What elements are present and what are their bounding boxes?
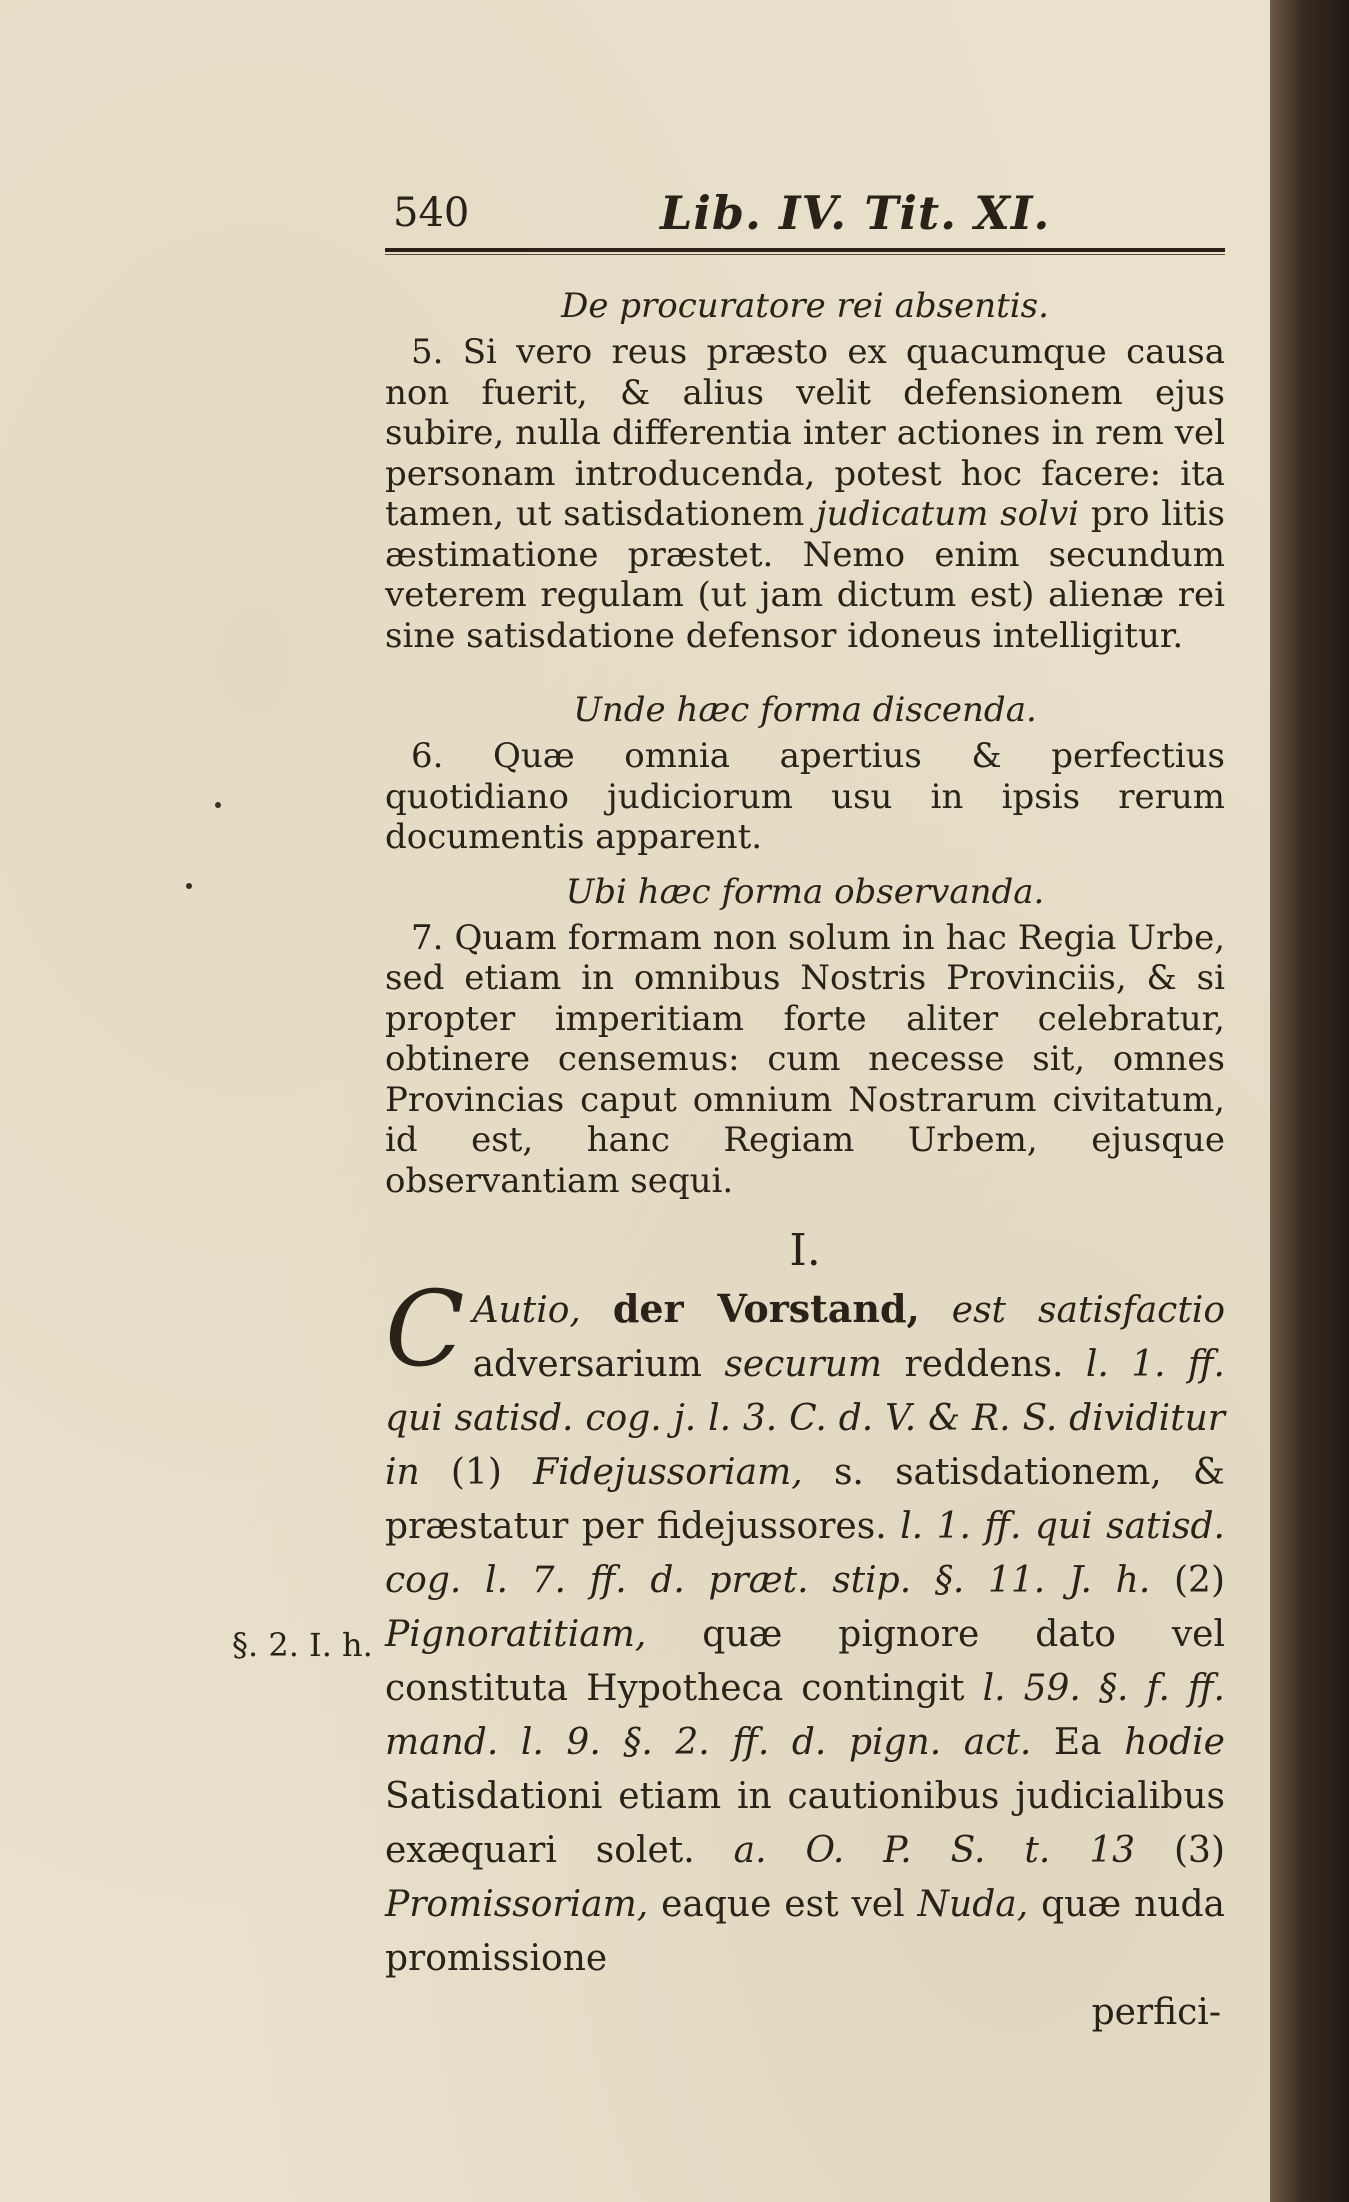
citation: l. 1. ff. qui satisd. cog. j. l. 3. C. d. V. & R. S. dividitur in [385,1344,1225,1493]
page-content [385,180,1225,2033]
paragraph-number: 6. [411,736,444,776]
commentary-text: Satisdationi etiam in cautionibus judicialibus exæquari solet. [385,1776,1225,1871]
running-title: Lib. IV. Tit. XI. [660,186,1051,240]
paragraph-text: Quam formam non solum in hac Regia Urbe, sed etiam in omnibus Nostris Provinciis, & si propter imperitiam forte aliter celebratur, obtinere censemus: cum necesse sit, omnes Provincias caput omnium Nostrarum civitatum, id est, hanc Regiam Urbem, ejusque observantiam sequi. [385,917,1225,1201]
margin-note: §. 2. I. h. [232,1626,373,1664]
page-number: 540 [393,190,470,236]
drop-cap: C [385,1268,465,1390]
paragraph-text: Si vero reus præsto ex quacumque causa non fuerit, & alius velit defensionem ejus subire, nulla differentia inter actiones in rem vel personam introducenda, potest hoc facere: ita tamen, ut satisdationem [385,332,1225,534]
citation: l. 1. ff. qui satisd. cog. l. 7. ff. d. præt. stip. §. 11. J. h. [385,1506,1225,1601]
paragraph-text: pro litis æstimatione præstet. Nemo enim secundum veterem regulam (ut jam dictum est) alienæ rei sine satisdatione defensor idoneus intelligitur. [385,494,1225,656]
commentary-block [385,1268,1225,1986]
commentary-text: quæ pignore dato vel constituta Hypotheca contingit [385,1614,1225,1709]
citation: l. 59. §. f. ff. mand. l. 9. §. 2. ff. d. pign. act. [385,1668,1225,1763]
paragraph-number: 7. [411,917,444,958]
commentary-text: adversarium [472,1344,702,1385]
ink-speck [215,802,221,808]
paragraph-5 [385,332,1225,656]
running-head [385,180,1225,250]
paragraph-6 [385,736,1225,858]
catchword: perfici- [1091,1992,1221,2033]
commentary-text: Ea [1053,1722,1102,1763]
paragraph-number: 5. [411,332,444,372]
commentary-text: reddens. [904,1344,1064,1385]
commentary-text: (3) [1174,1830,1225,1871]
subhead-procurator: De procuratore rei absentis. [561,286,1049,326]
header-rule [385,248,1225,252]
paragraph-text: Quæ omnia apertius & perfectius quotidiano judiciorum usu in ipsis rerum documentis apparent. [385,736,1225,857]
ink-speck [186,883,192,889]
book-edge [1270,0,1349,2202]
commentary-text: eaque est vel [661,1884,905,1925]
commentary-text: (2) [1174,1560,1225,1601]
paragraph-7 [385,918,1225,1202]
commentary-emphasis: Nuda, [917,1884,1029,1925]
subhead-forma-observanda: Ubi hæc forma observanda. [565,871,1045,912]
commentary-emphasis: est satisfactio [951,1290,1225,1331]
subhead-forma-discenda: Unde hæc forma discenda. [573,690,1037,730]
header-rule-thin [385,254,1225,255]
section-mark: I. [789,1225,821,1276]
commentary-text: s. satisdationem, & præstatur per fidejussores. [385,1452,1225,1547]
commentary-emphasis: Fidejussoriam, [533,1452,803,1493]
commentary-emphasis: Pignoratitiam, [385,1614,647,1655]
commentary-emphasis: hodie [1124,1722,1225,1763]
citation: a. O. P. S. t. 13 [733,1830,1136,1871]
commentary-text: quæ nuda promissione [385,1884,1225,1979]
commentary-text: (1) [450,1452,502,1493]
blackletter-term: der Vorstand, [612,1286,920,1331]
commentary-emphasis: Autio, [472,1290,581,1331]
paragraph-emphasis: judicatum solvi [816,494,1080,534]
commentary-emphasis: Promissoriam, [385,1884,649,1925]
commentary-emphasis: securum [724,1344,883,1385]
